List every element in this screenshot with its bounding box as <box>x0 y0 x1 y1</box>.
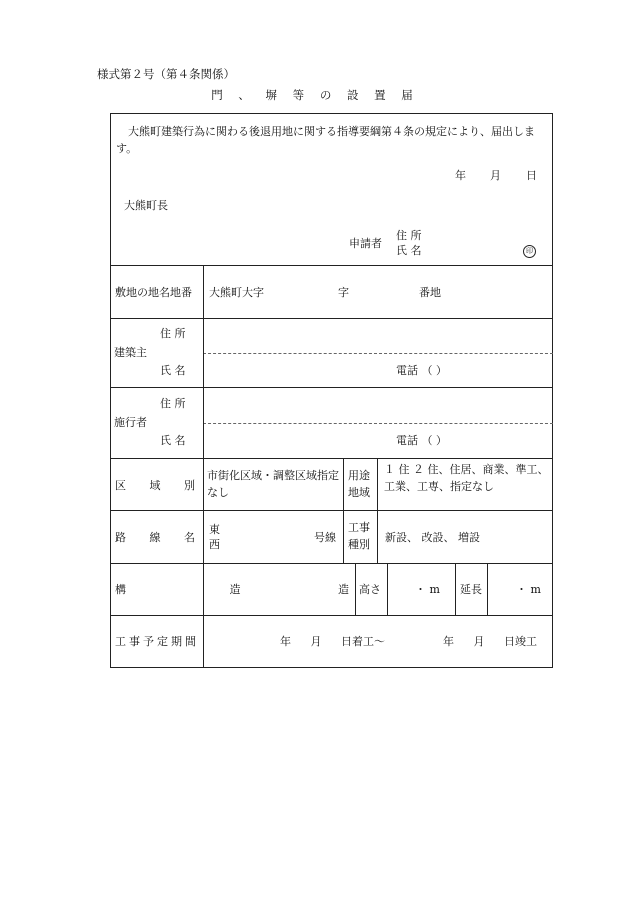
lot-banchi: 番地 <box>419 286 441 299</box>
lot-prefix: 大熊町大字 <box>209 286 264 299</box>
seal-mark-icon <box>523 243 536 258</box>
structure-suffix: 造 <box>338 583 349 596</box>
zone-label: 区 域 別 <box>115 479 205 492</box>
applicant-label: 申請者 <box>349 237 382 250</box>
owner-name-label: 氏 名 <box>160 364 186 377</box>
addressee: 大熊町長 <box>124 199 168 212</box>
date-year-label: 年 <box>455 169 466 182</box>
row-divider <box>110 265 553 266</box>
use-zone-value: １ 住 ２ 住、住居、商業、準工、工業、工専、指定なし <box>384 463 549 494</box>
road-label: 路 線 名 <box>115 531 205 544</box>
form-number: 様式第２号（第４条関係） <box>97 67 235 81</box>
builder-name-label: 氏 名 <box>160 434 186 447</box>
work-type-label: 工事種別 <box>348 521 370 552</box>
label-column-divider <box>203 265 204 668</box>
column-divider <box>343 458 344 563</box>
owner-address-label: 住 所 <box>160 327 186 340</box>
column-divider <box>377 458 378 563</box>
builder-address-label: 住 所 <box>160 397 186 410</box>
owner-phone: 電話 （ ） <box>396 364 447 377</box>
road-east: 東 <box>209 523 220 536</box>
builder-phone: 電話 （ ） <box>396 434 447 447</box>
length-label: 延長 <box>460 583 482 596</box>
builder-label: 施行者 <box>114 416 147 429</box>
work-type-value: 新設、 改設、 増設 <box>385 531 480 544</box>
use-zone-label: 用途地域 <box>348 469 370 500</box>
length-value: ・ m <box>516 583 541 596</box>
height-label: 高さ <box>359 583 381 596</box>
column-divider <box>487 563 488 615</box>
road-suffix: 号線 <box>314 531 336 544</box>
row-divider <box>110 387 553 388</box>
date-month-label: 月 <box>490 169 501 182</box>
form-title: 門 、 塀 等 の 設 置 届 <box>211 88 419 102</box>
row-dashed-divider <box>203 423 553 424</box>
row-divider <box>110 510 553 511</box>
column-divider <box>355 563 356 615</box>
period-start: 年 月 日着工〜 <box>280 635 385 648</box>
column-divider <box>455 563 456 615</box>
lot-aza: 字 <box>338 286 349 299</box>
row-divider <box>110 458 553 459</box>
owner-label: 建築主 <box>114 346 147 359</box>
lot-label: 敷地の地名地番 <box>115 286 192 299</box>
road-west: 西 <box>209 538 220 551</box>
column-divider <box>387 563 388 615</box>
seal-mark-glyph: 印 <box>523 245 536 258</box>
row-dashed-divider <box>203 353 553 354</box>
structure-label: 構 造 <box>115 583 291 596</box>
row-divider <box>110 615 553 616</box>
zone-value: 市街化区域・調整区域指定なし <box>207 469 339 500</box>
applicant-name-label: 氏 名 <box>396 244 422 257</box>
height-value: ・ m <box>415 583 440 596</box>
date-day-label: 日 <box>526 169 537 182</box>
period-end: 年 月 日竣工 <box>443 635 537 648</box>
applicant-address-label: 住 所 <box>396 229 422 242</box>
row-divider <box>110 318 553 319</box>
intro-text: 大熊町建築行為に関わる後退用地に関する指導要綱第４条の規定により、届出します。 <box>116 125 535 156</box>
period-label: 工事予定期間 <box>115 635 199 648</box>
